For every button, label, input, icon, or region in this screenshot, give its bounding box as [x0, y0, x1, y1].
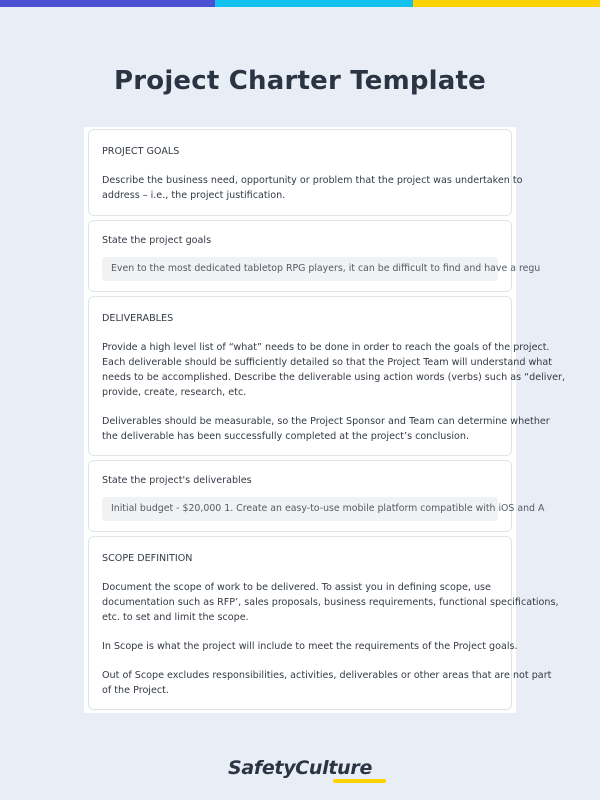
field-label: State the project's deliverables	[102, 475, 252, 486]
text-line: Describe the business need, opportunity or problem that the project was undertaken to	[102, 175, 523, 186]
text-line: provide, create, research, etc.	[102, 387, 247, 398]
text-line: needs to be accomplished. Describe the deliverable using action words (verbs) such as “deliver,	[102, 372, 566, 383]
spacer	[102, 326, 498, 340]
field-label: State the project goals	[102, 235, 212, 246]
project-goals-input-section	[88, 220, 541, 292]
logo-underline	[333, 779, 386, 783]
section-heading: PROJECT GOALS	[102, 146, 180, 157]
top-bar-segment-yellow	[413, 0, 600, 7]
spacer	[102, 400, 498, 414]
text-line: documentation such as RFP’, sales proposals, business requirements, functional specifications,	[102, 597, 559, 608]
project-goals-field[interactable]: Even to the most dedicated tabletop RPG players, it can be difficult to find and have a regu	[102, 257, 498, 281]
text-line: of the Project.	[102, 685, 169, 696]
top-bar-segment-purple	[0, 0, 215, 7]
text-line: the deliverable has been successfully completed at the project’s conclusion.	[102, 431, 470, 442]
spacer	[102, 159, 498, 173]
safetyculture-logo	[0, 757, 600, 779]
text-line: Provide a high level list of “what” needs to be done in order to reach the goals of the project.	[102, 342, 550, 353]
scope-definition-section	[88, 536, 559, 710]
section-heading: SCOPE DEFINITION	[102, 553, 193, 564]
section-heading: DELIVERABLES	[102, 313, 174, 324]
project-goals-section	[88, 129, 523, 216]
logo-text: SafetyCulture	[227, 757, 373, 779]
text-line: Document the scope of work to be delivered. To assist you in defining scope, use	[102, 582, 491, 593]
deliverables-section	[88, 296, 566, 456]
top-color-bar	[0, 0, 600, 7]
text-line: In Scope is what the project will include to meet the requirements of the Project goals.	[102, 641, 518, 652]
page-title: Project Charter Template	[113, 66, 486, 96]
text-line: Out of Scope excludes responsibilities, activities, deliverables or other areas that are not part	[102, 670, 552, 681]
project-deliverables-field[interactable]: Initial budget - $20,000 1. Create an easy-to-use mobile platform compatible with iOS and A	[102, 497, 498, 521]
spacer	[102, 625, 498, 639]
spacer	[102, 654, 498, 668]
text-line: Deliverables should be measurable, so the Project Sponsor and Team can determine whether	[102, 416, 550, 427]
deliverables-input-section	[88, 460, 545, 532]
charter-document	[84, 127, 566, 713]
text-line: etc. to set and limit the scope.	[102, 612, 249, 623]
top-bar-segment-cyan	[215, 0, 413, 7]
spacer	[102, 566, 498, 580]
text-line: address – i.e., the project justification.	[102, 190, 286, 201]
text-line: Each deliverable should be sufficiently detailed so that the Project Team will understand what	[102, 357, 553, 368]
